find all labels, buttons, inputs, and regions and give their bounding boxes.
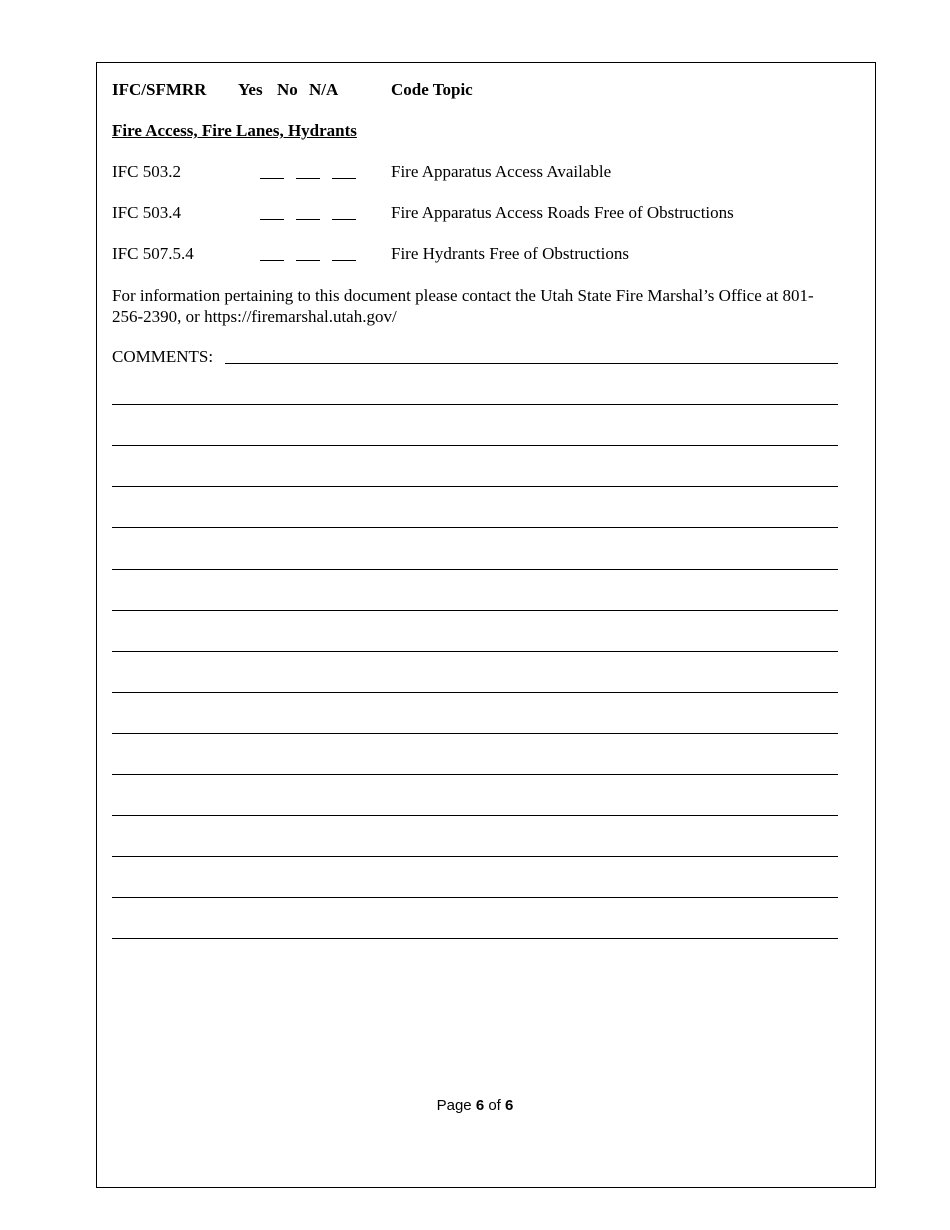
comments-label: COMMENTS:: [112, 347, 214, 366]
yes-blank[interactable]: [260, 260, 284, 261]
header-topic: Code Topic: [391, 80, 473, 99]
na-blank[interactable]: [332, 178, 356, 179]
page-border: [96, 62, 876, 1188]
info-text-line1: For information pertaining to this document please contact the Utah State Fire Marshal’s Office at 801-: [112, 286, 814, 305]
comment-line[interactable]: [112, 938, 838, 939]
comment-line[interactable]: [112, 445, 838, 446]
header-na: N/A: [309, 80, 339, 99]
comment-line[interactable]: [112, 610, 838, 611]
page-number: [0, 1097, 950, 1114]
item-code: IFC 503.4: [112, 203, 181, 222]
yes-blank[interactable]: [260, 178, 284, 179]
info-text-line2: 256-2390, or https://firemarshal.utah.gov/: [112, 307, 397, 326]
na-blank[interactable]: [332, 260, 356, 261]
comment-line[interactable]: [112, 486, 838, 487]
page-total: 6: [505, 1097, 514, 1114]
item-topic: Fire Hydrants Free of Obstructions: [391, 244, 629, 263]
comment-line[interactable]: [112, 569, 838, 570]
item-code: IFC 507.5.4: [112, 244, 194, 263]
no-blank[interactable]: [296, 260, 320, 261]
no-blank[interactable]: [296, 219, 320, 220]
page-prefix: Page: [436, 1097, 472, 1114]
no-blank[interactable]: [296, 178, 320, 179]
item-topic: Fire Apparatus Access Available: [391, 162, 612, 181]
page-of: of: [488, 1097, 501, 1114]
na-blank[interactable]: [332, 219, 356, 220]
comment-line[interactable]: [112, 774, 838, 775]
item-topic: Fire Apparatus Access Roads Free of Obstructions: [391, 203, 734, 222]
comment-line[interactable]: [112, 733, 838, 734]
item-code: IFC 503.2: [112, 162, 181, 181]
comment-line[interactable]: [112, 651, 838, 652]
comment-line[interactable]: [112, 527, 838, 528]
comment-line[interactable]: [112, 897, 838, 898]
section-title: Fire Access, Fire Lanes, Hydrants: [112, 121, 357, 140]
header-yes: Yes: [238, 80, 263, 99]
comment-line[interactable]: [112, 815, 838, 816]
yes-blank[interactable]: [260, 219, 284, 220]
header-no: No: [277, 80, 298, 99]
header-code: IFC/SFMRR: [112, 80, 207, 99]
comment-line[interactable]: [112, 692, 838, 693]
comment-line[interactable]: [112, 856, 838, 857]
comment-line[interactable]: [225, 363, 838, 364]
comment-line[interactable]: [112, 404, 838, 405]
page-current: 6: [475, 1097, 485, 1114]
